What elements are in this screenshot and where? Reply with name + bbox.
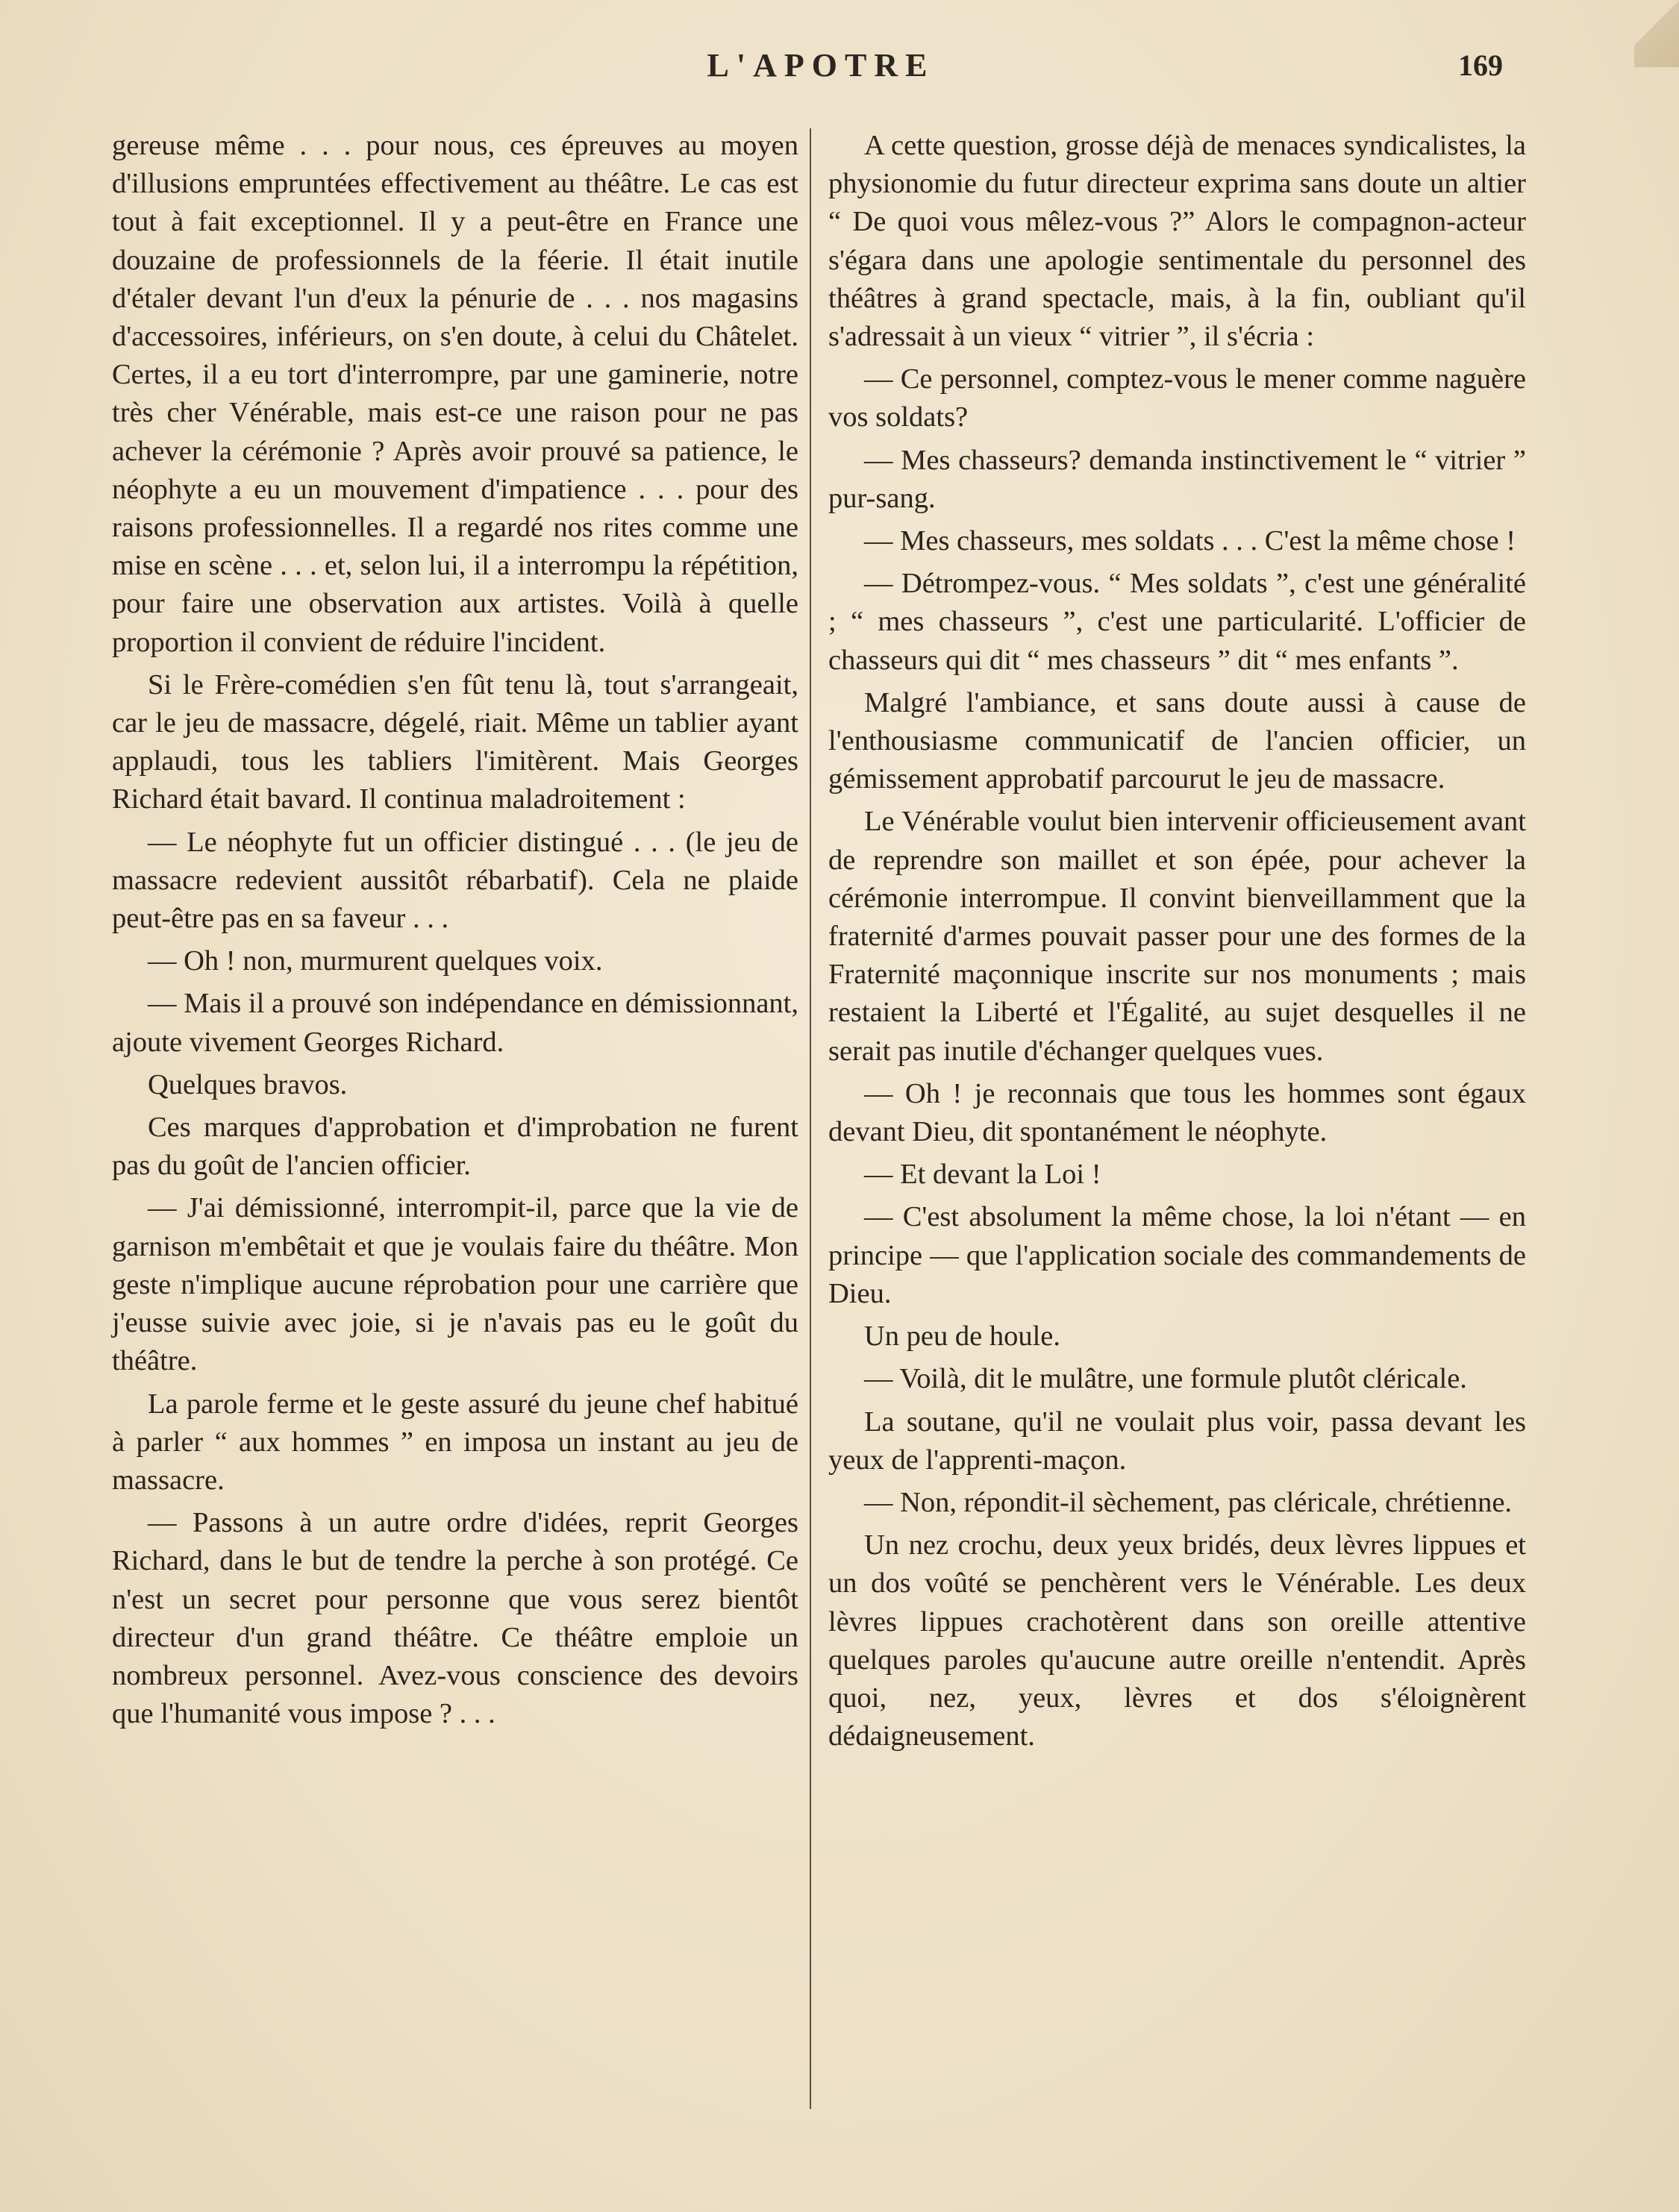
paragraph: Quelques bravos. bbox=[148, 1068, 348, 1100]
page-corner bbox=[1634, 0, 1679, 67]
column-divider bbox=[810, 128, 811, 2109]
paragraph: — Mes chasseurs? demanda instinctivement le “ vitrier ” pur-sang. bbox=[828, 444, 1526, 514]
paragraph: Ces marques d'approbation et d'improbation ne furent pas du goût de l'ancien officier. bbox=[112, 1112, 798, 1182]
paragraph: — J'ai démissionné, interrompit-il, parce que la vie de garnison m'embêtait et que je voulais faire du théâtre. Mon geste n'implique aucune réprobation pour une carrière que j'eusse suivie avec joie, si je n'avais pas eu le goût du théâtre. bbox=[112, 1192, 798, 1377]
paragraph: — Mes chasseurs, mes soldats . . . C'est la même chose ! bbox=[864, 525, 1516, 557]
paragraph: — Et devant la Loi ! bbox=[864, 1159, 1101, 1191]
paragraph: La soutane, qu'il ne voulait plus voir, passa devant les yeux de l'apprenti-maçon. bbox=[828, 1406, 1526, 1476]
paragraph: Un nez crochu, deux yeux bridés, deux lèvres lippues et un dos voûté se penchèrent vers le Vénérable. Les deux lèvres lippues crachotèrent dans son oreille attentive quelques paroles qu'aucune autre oreille n'entendit. Après quoi, nez, yeux, lèvres et dos s'éloignèrent dédaigneusement. bbox=[828, 1529, 1526, 1752]
left-column bbox=[112, 127, 798, 1738]
paragraph: — Le néophyte fut un officier distingué . . . (le jeu de massacre redevient aussitôt rébarbatif). Cela ne plaide peut-être pas en sa faveur . . . bbox=[112, 826, 798, 935]
page-header bbox=[112, 46, 1530, 91]
paragraph: Malgré l'ambiance, et sans doute aussi à cause de l'enthousiasme communicatif de l'ancien officier, un gémissement approbatif parcourut le jeu de massacre. bbox=[828, 686, 1526, 795]
paragraph: — Ce personnel, comptez-vous le mener comme naguère vos soldats? bbox=[828, 363, 1526, 433]
paragraph: — Non, répondit-il sèchement, pas cléricale, chrétienne. bbox=[864, 1486, 1513, 1518]
paragraph: Un peu de houle. bbox=[864, 1320, 1061, 1353]
paragraph: gereuse même . . . pour nous, ces épreuves au moyen d'illusions empruntées effectivement au théâtre. Le cas est tout à fait exceptionnel. Il y a peut-être en France une douzaine de professionnels de la féerie. Il était inutile d'étaler devant l'un d'eux la pénurie de . . . nos magasins d'accessoires, inférieurs, on s'en doute, à celui du Châtelet. Certes, il a eu tort d'interrompre, par une gaminerie, notre très cher Vénérable, mais est-ce une raison pour ne pas achever la cérémonie ? Après avoir prouvé sa patience, le néophyte a eu un mouvement d'impatience . . . pour des raisons professionnelles. Il a regardé nos rites comme une mise en scène . . . et, selon lui, il a interrompu la répétition, pour faire une observation aux artistes. Voilà à quelle proportion il convient de réduire l'incident. bbox=[112, 130, 798, 658]
paragraph: Le Vénérable voulut bien intervenir officieusement avant de reprendre son maillet et son épée, pour achever la cérémonie interrompue. Il convint bienveillamment que la fraternité d'armes pouvait passer pour une des formes de la Fraternité maçonnique inscrite sur nos monuments ; mais restaient la Liberté et l'Égalité, au sujet desquelles il ne serait pas inutile d'échanger quelques vues. bbox=[828, 806, 1526, 1067]
paragraph: Si le Frère-comédien s'en fût tenu là, tout s'arrangeait, car le jeu de massacre, dégelé, riait. Même un tablier ayant applaudi, tous les tabliers l'imitèrent. Mais Georges Richard était bavard. Il continua maladroitement : bbox=[112, 668, 798, 815]
paragraph: — Détrompez-vous. “ Mes soldats ”, c'est une généralité ; “ mes chasseurs ”, c'est une particularité. L'officier de chasseurs qui dit “ mes chasseurs ” dit “ mes enfants ”. bbox=[828, 568, 1526, 676]
running-title: L'APOTRE bbox=[707, 47, 935, 84]
right-column bbox=[828, 127, 1526, 1760]
paragraph: A cette question, grosse déjà de menaces syndicalistes, la physionomie du futur directeur exprima sans doute un altier “ De quoi vous mêlez-vous ?” Alors le compagnon-acteur s'égara dans une apologie sentimentale du personnel des théâtres à grand spectacle, mais, à la fin, oubliant qu'il s'adressait à un vieux “ vitrier ”, il s'écria : bbox=[828, 130, 1526, 353]
paragraph: — C'est absolument la même chose, la loi n'étant — en principe — que l'application sociale des commandements de Dieu. bbox=[828, 1201, 1526, 1309]
paragraph: — Voilà, dit le mulâtre, une formule plutôt cléricale. bbox=[864, 1363, 1467, 1395]
paragraph: — Oh ! je reconnais que tous les hommes sont égaux devant Dieu, dit spontanément le néophyte. bbox=[828, 1077, 1526, 1148]
page-number: 169 bbox=[1458, 48, 1503, 82]
paragraph: — Oh ! non, murmurent quelques voix. bbox=[148, 945, 603, 977]
paragraph: — Mais il a prouvé son indépendance en démissionnant, ajoute vivement Georges Richard. bbox=[112, 988, 798, 1058]
paragraph: La parole ferme et le geste assuré du jeune chef habitué à parler “ aux hommes ” en imposa un instant au jeu de massacre. bbox=[112, 1388, 798, 1496]
paragraph: — Passons à un autre ordre d'idées, reprit Georges Richard, dans le but de tendre la perche à son protégé. Ce n'est un secret pour personne que vous serez bientôt directeur d'un grand théâtre. Ce théâtre emploie un nombreux personnel. Avez-vous conscience des devoirs que l'humanité vous impose ? . . . bbox=[112, 1507, 798, 1730]
